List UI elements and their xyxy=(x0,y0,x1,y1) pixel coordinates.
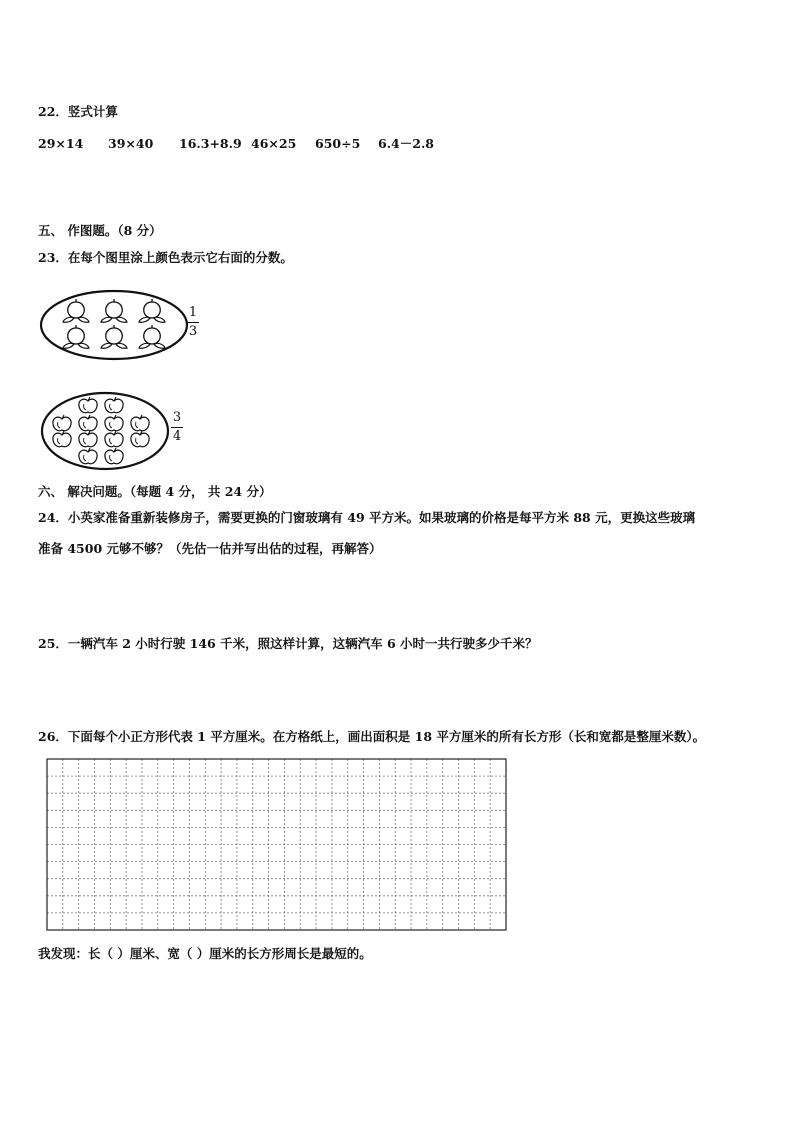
fraction2-numerator: 3 xyxy=(172,410,182,425)
fraction2-denominator: 4 xyxy=(172,429,182,444)
peach-icon[interactable] xyxy=(101,325,127,348)
fraction1-denominator: 3 xyxy=(188,324,198,339)
q24-line2: 准备 4500 元够不够？（先估一估并写出估的过程，再解答） xyxy=(38,541,382,556)
apple-icon[interactable] xyxy=(105,448,123,464)
peach-icon[interactable] xyxy=(139,299,165,322)
q26-grid[interactable] xyxy=(46,758,508,932)
apple-icon[interactable] xyxy=(105,431,123,447)
calc-item: 6.4－2.8 xyxy=(378,136,434,151)
calc-item: 29×14 xyxy=(38,136,84,151)
calc-item: 46×25 xyxy=(251,136,297,151)
q23-fraction2 xyxy=(170,411,184,444)
calc-item: 16.3+8.9 xyxy=(179,136,242,151)
fraction2-bar xyxy=(171,427,183,428)
apple-icon[interactable] xyxy=(79,431,97,447)
q23-figure2[interactable] xyxy=(40,390,175,474)
apple-icon[interactable] xyxy=(79,448,97,464)
apple-icon[interactable] xyxy=(79,415,97,431)
q26-finding: 我发现：长（ ）厘米、宽（ ）厘米的长方形周长是最短的。 xyxy=(38,946,372,961)
peach-icon[interactable] xyxy=(101,299,127,322)
fraction1-bar xyxy=(187,322,199,323)
fraction1-numerator: 1 xyxy=(188,305,198,320)
peach-icon[interactable] xyxy=(63,325,89,348)
apple-icon[interactable] xyxy=(105,397,123,413)
q23-fraction1 xyxy=(186,306,200,339)
calc-item: 39×40 xyxy=(108,136,154,151)
calc-item: 650÷5 xyxy=(315,136,361,151)
section5-title: 五、 作图题。（8 分） xyxy=(38,223,162,238)
q23-title: 23．在每个图里涂上颜色表示它右面的分数。 xyxy=(38,250,293,265)
section6-title: 六、 解决问题。（每题 4 分， 共 24 分） xyxy=(38,484,272,499)
peach-icon[interactable] xyxy=(139,325,165,348)
peach-icon[interactable] xyxy=(63,299,89,322)
apple-icon[interactable] xyxy=(131,431,149,447)
apple-icon[interactable] xyxy=(131,415,149,431)
grid-lines xyxy=(47,759,506,930)
q25-text: 25．一辆汽车 2 小时行驶 146 千米，照这样计算，这辆汽车 6 小时一共行驶多少千米？ xyxy=(38,636,538,651)
apple-icon[interactable] xyxy=(79,397,97,413)
q22-title: 22．竖式计算 xyxy=(38,104,118,119)
q23-figure1[interactable] xyxy=(38,288,198,364)
q24-line1: 24．小英家准备重新装修房子，需要更换的门窗玻璃有 49 平方米。如果玻璃的价格是每平方米 88 元，更换这些玻璃 xyxy=(38,510,696,525)
apple-icon[interactable] xyxy=(53,431,71,447)
apple-icon[interactable] xyxy=(53,415,71,431)
apple-icon[interactable] xyxy=(105,415,123,431)
q26-text: 26．下面每个小正方形代表 1 平方厘米。在方格纸上，画出面积是 18 平方厘米的所有长方形（长和宽都是整厘米数）。 xyxy=(38,729,706,744)
